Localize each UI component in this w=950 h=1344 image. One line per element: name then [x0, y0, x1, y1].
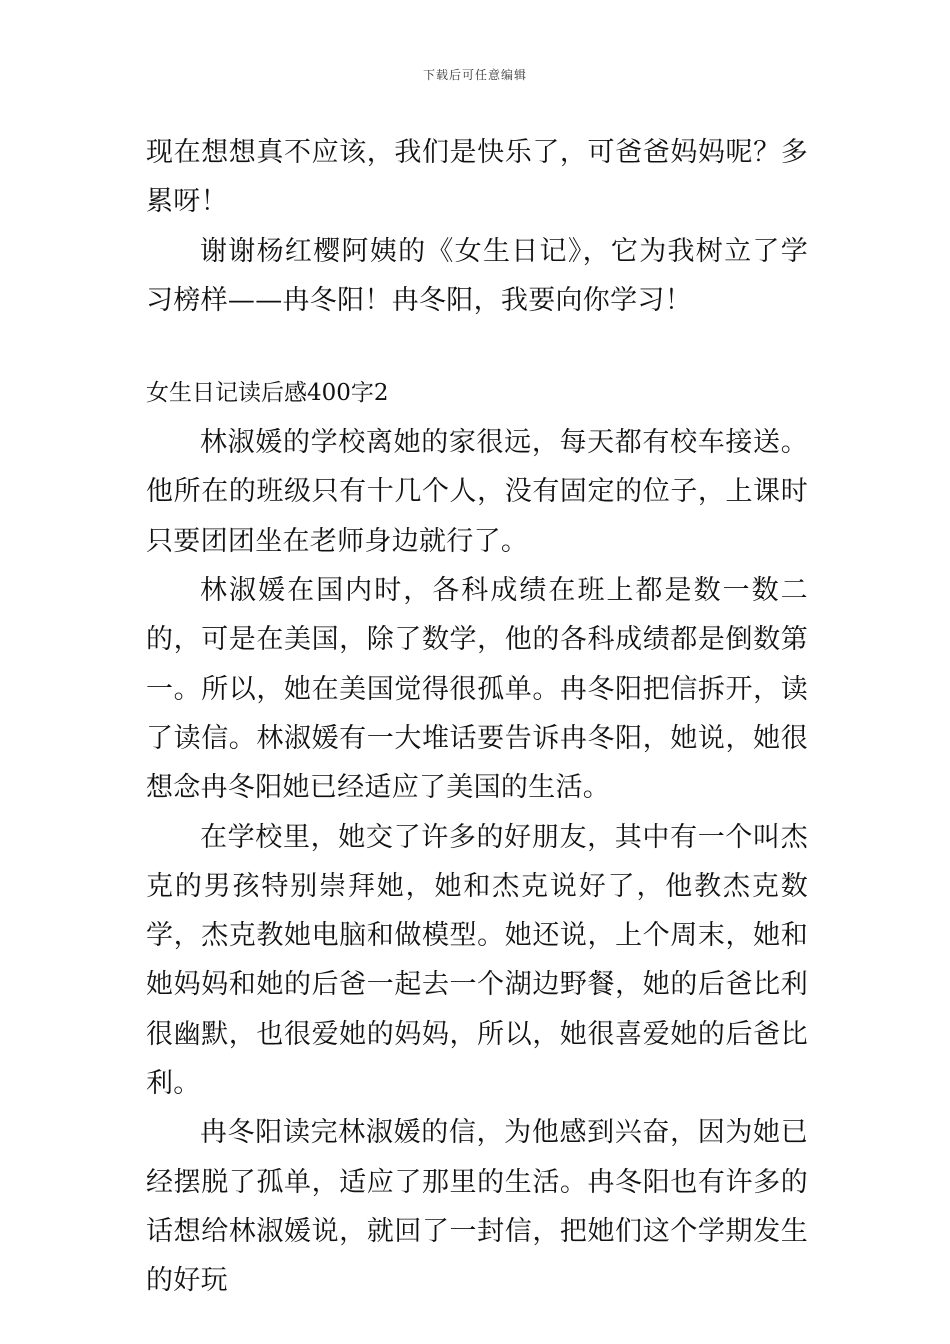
- paragraph-friends: 在学校里，她交了许多的好朋友，其中有一个叫杰克的男孩特别崇拜她，她和杰克说好了，他教杰克数学，杰克教她电脑和做模型。她还说，上个周末，她和她妈妈和她的后爸一起去一个湖边野餐，她的后爸比利很幽默，也很爱她的妈妈，所以，她很喜爱她的后爸比利。: [146, 821, 808, 1100]
- paragraph-continued: 现在想想真不应该，我们是快乐了，可爸爸妈妈呢？多累呀！: [146, 137, 808, 218]
- paragraph-grades: 林淑媛在国内时，各科成绩在班上都是数一数二的，可是在美国，除了数学，他的各科成绩都是倒数第一。所以，她在美国觉得很孤单。冉冬阳把信拆开，读了读信。林淑媛有一大堆话要告诉冉冬阳，她说，她很想念冉冬阳她已经适应了美国的生活。: [146, 575, 808, 804]
- paragraph-reply: 冉冬阳读完林淑媛的信，为他感到兴奋，因为她已经摆脱了孤单，适应了那里的生活。冉冬阳也有许多的话想给林淑媛说，就回了一封信，把她们这个学期发生的好玩: [146, 1117, 808, 1297]
- document-body: [146, 128, 808, 1306]
- section-title: 女生日记读后感400字2: [146, 380, 389, 407]
- paragraph-school: 林淑媛的学校离她的家很远，每天都有校车接送。他所在的班级只有十几个人，没有固定的位子，上课时只要团团坐在老师身边就行了。: [146, 427, 808, 557]
- paragraph-thanks: 谢谢杨红樱阿姨的《女生日记》，它为我树立了学习榜样——冉冬阳！冉冬阳，我要向你学习！: [146, 235, 808, 316]
- header-note: 下载后可任意编辑: [422, 68, 527, 82]
